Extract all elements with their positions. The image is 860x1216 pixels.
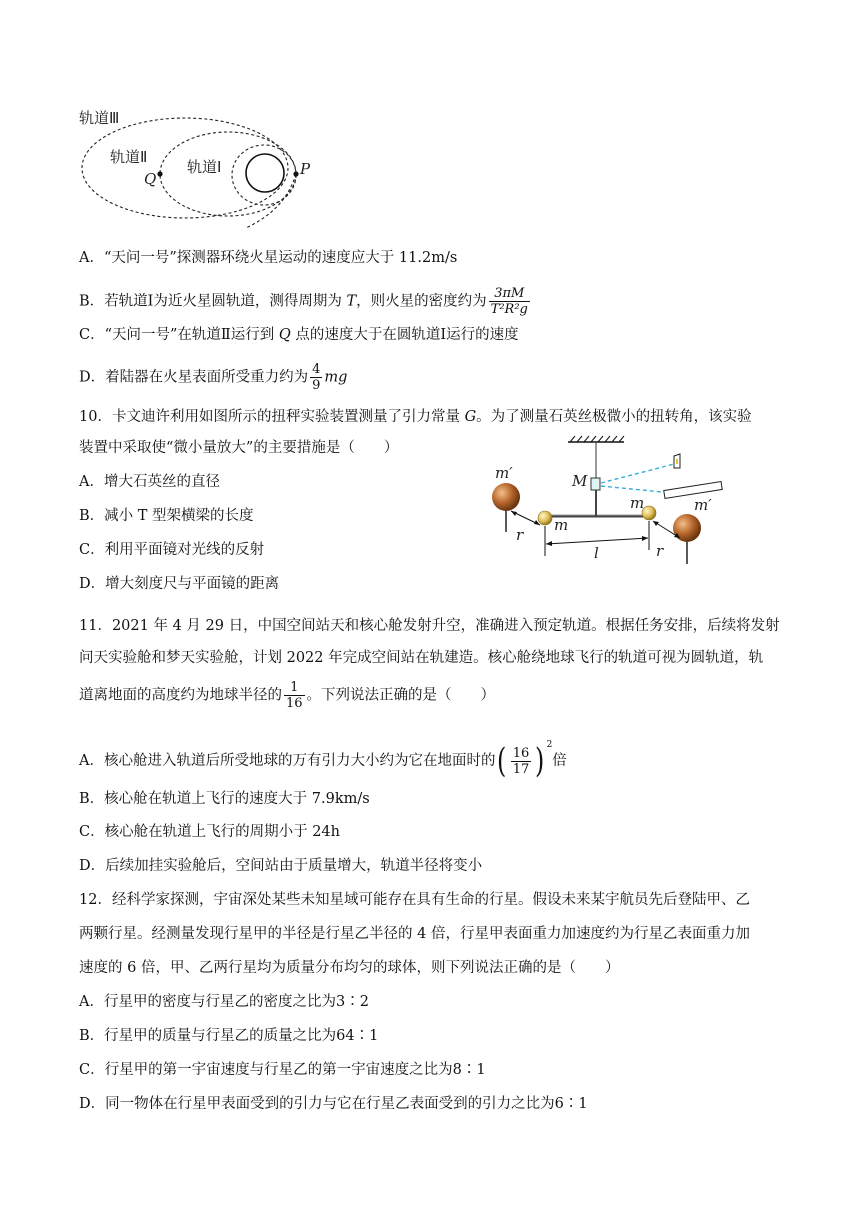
- q11-option-a-exponent: 2: [546, 740, 553, 750]
- q11-option-a-pre: A．核心舱进入轨道后所受地球的万有引力大小约为它在地面时的: [79, 753, 496, 769]
- q11-stem-line3-post: 。下列说法正确的是（ ）: [306, 687, 496, 704]
- q9-option-c: [79, 325, 519, 345]
- q9-option-b-pre: B．若轨道Ⅰ为近火星圆轨道，测得周期为: [79, 293, 347, 310]
- q10-option-b-text: B．减小 T 型架横梁的长度: [79, 508, 254, 524]
- light-ray-out: [601, 486, 662, 492]
- q9-option-a: [79, 248, 457, 268]
- q12-option-a: [79, 992, 369, 1012]
- q11-stem-fraction: [284, 680, 305, 711]
- label-m-left: m: [554, 516, 569, 534]
- q12-option-d: [79, 1094, 588, 1114]
- q11-stem-line1-text: 11．2021 年 4 月 29 日，中国空间站天和核心舱发射升空，准确进入预定轨道。根据任务安排，后续将发射: [79, 618, 780, 634]
- q10-stem-line2-text: 装置中采取使“微小量放大”的主要措施是（ ）: [79, 440, 399, 456]
- q9-option-c-Q: Q: [278, 327, 291, 343]
- q11-option-d: [79, 856, 482, 876]
- q12-option-a-text: A．行星甲的密度与行星乙的密度之比为3∶2: [79, 994, 369, 1010]
- label-m-right: m: [630, 494, 645, 512]
- q10-stem-pre: 10．卡文迪许利用如图所示的扭秤实验装置测量了引力常量: [79, 409, 465, 425]
- q9-option-b-denominator: T²R²g: [490, 302, 528, 317]
- mars-planet: [246, 154, 284, 192]
- q12-option-b-text: B．行星甲的质量与行星乙的质量之比为64∶1: [79, 1028, 379, 1044]
- q10-stem-line2: [79, 438, 398, 458]
- label-big-m: M: [572, 472, 588, 490]
- point-p-dot: [293, 171, 298, 176]
- scale-ruler: [664, 482, 723, 499]
- q10-option-d-text: D．增大刻度尺与平面镜的距离: [79, 576, 280, 592]
- q9-option-d-post: mg: [324, 369, 348, 386]
- point-q-label: Q: [144, 170, 157, 188]
- light-source-dot: [676, 459, 678, 464]
- q11-option-a-fraction: [511, 746, 532, 777]
- torsion-balance-figure: [484, 434, 734, 576]
- q11-option-a-numerator: 16: [512, 745, 530, 761]
- q10-option-d: [79, 574, 279, 594]
- q10-option-a-text: A．增大石英丝的直径: [79, 474, 220, 490]
- orbit-1-label: 轨道Ⅰ: [187, 158, 222, 176]
- q9-option-d-pre: D．着陆器在火星表面所受重力约为: [79, 369, 309, 386]
- q12-stem-line1-text: 12．经科学家探测，宇宙深处某些未知星域可能存在具有生命的行星。假设未来某宇航员先后登陆甲、乙: [79, 892, 750, 908]
- q11-option-b: [79, 789, 370, 809]
- q9-option-b-T: T: [346, 293, 357, 310]
- q11-stem-denominator: 16: [286, 696, 303, 711]
- q12-option-c: [79, 1060, 486, 1080]
- q10-option-b: [79, 506, 254, 526]
- q9-option-c-pre: C．“天问一号”在轨道Ⅱ运行到: [79, 327, 279, 343]
- q12-stem-line3: [79, 958, 619, 978]
- q9-option-c-post: 点的速度大于在圆轨道Ⅰ运行的速度: [290, 327, 519, 343]
- q11-stem-line3: [79, 680, 495, 711]
- arrow-r-left-head1: [511, 511, 517, 516]
- q11-stem-line3-pre: 道离地面的高度约为地球半径的: [79, 687, 282, 704]
- q11-stem-numerator: 1: [284, 680, 305, 696]
- q12-option-c-text: C．行星甲的第一宇宙速度与行星乙的第一宇宙速度之比为8∶1: [79, 1062, 486, 1078]
- q9-option-b-fraction: [489, 286, 530, 317]
- big-ball-left: [492, 483, 520, 511]
- q11-paren-left: (: [497, 741, 507, 781]
- q11-option-d-text: D．后续加挂实验舱后，空间站由于质量增大，轨道半径将变小: [79, 858, 483, 874]
- q10-option-a: [79, 472, 220, 492]
- q9-option-b: [79, 286, 532, 317]
- q10-option-c: [79, 540, 264, 560]
- big-ball-right: [673, 514, 701, 542]
- q11-option-a: [79, 735, 567, 781]
- point-q-dot: [157, 171, 162, 176]
- q11-stem-line1: [79, 616, 780, 636]
- small-ball-left: [538, 511, 552, 525]
- q9-option-d-fraction: [310, 362, 322, 393]
- arrow-r-right-head1: [653, 521, 659, 526]
- q11-paren-right: ): [535, 741, 545, 781]
- label-m-prime-left: m′: [495, 464, 513, 482]
- label-r-right: r: [656, 542, 664, 560]
- ceiling-hatch: [570, 436, 624, 442]
- q12-stem-line2-text: 两颗行星。经测量发现行星甲的半径是行星乙半径的 4 倍，行星甲表面重力加速度约为行星乙表面重力加: [79, 926, 750, 942]
- orbit-figure: [76, 104, 316, 234]
- q12-stem-line3-text: 速度的 6 倍，甲、乙两行星均为质量分布均匀的球体，则下列说法正确的是（ ）: [79, 960, 620, 976]
- q9-option-a-text: A．“天问一号”探测器环绕火星运动的速度应大于 11.2m/s: [79, 250, 458, 266]
- point-p-label: P: [300, 160, 311, 178]
- q11-stem-line2: [79, 648, 763, 668]
- label-m-prime-right: m′: [694, 496, 712, 514]
- q11-stem-line2-text: 问天实验舱和梦天实验舱，计划 2022 年完成空间站在轨建造。核心舱绕地球飞行的轨道可视为圆轨道，轨: [79, 650, 764, 666]
- q10-stem-post: 。为了测量石英丝极微小的扭转角，该实验: [476, 409, 752, 425]
- q10-stem-line1: [79, 407, 752, 427]
- mirror: [591, 478, 600, 490]
- q12-option-b: [79, 1026, 378, 1046]
- q11-option-a-post: 倍: [552, 753, 567, 769]
- q12-stem-line1: [79, 890, 750, 910]
- q10-option-c-text: C．利用平面镜对光线的反射: [79, 542, 265, 558]
- q11-option-b-text: B．核心舱在轨道上飞行的速度大于 7.9km/s: [79, 791, 370, 807]
- q9-option-d-denominator: 9: [312, 378, 321, 393]
- q12-option-d-text: D．同一物体在行星甲表面受到的引力与它在行星乙表面受到的引力之比为6∶1: [79, 1096, 588, 1112]
- q9-option-d: [79, 362, 347, 393]
- q12-stem-line2: [79, 924, 750, 944]
- q10-stem-G: G: [464, 409, 477, 425]
- label-r-left: r: [516, 526, 524, 544]
- q11-option-c: [79, 822, 340, 842]
- q9-option-d-numerator: 4: [312, 362, 321, 377]
- q9-option-b-mid: ，则火星的密度约为: [356, 293, 487, 310]
- light-ray-in: [601, 464, 674, 483]
- q11-option-a-denominator: 17: [512, 761, 530, 777]
- q9-option-b-numerator: 3πM: [489, 286, 530, 302]
- orbit-3-label: 轨道Ⅲ: [79, 109, 120, 127]
- label-l: l: [594, 544, 599, 562]
- orbit-2-label: 轨道Ⅱ: [110, 148, 148, 166]
- q11-option-c-text: C．核心舱在轨道上飞行的周期小于 24h: [79, 824, 340, 840]
